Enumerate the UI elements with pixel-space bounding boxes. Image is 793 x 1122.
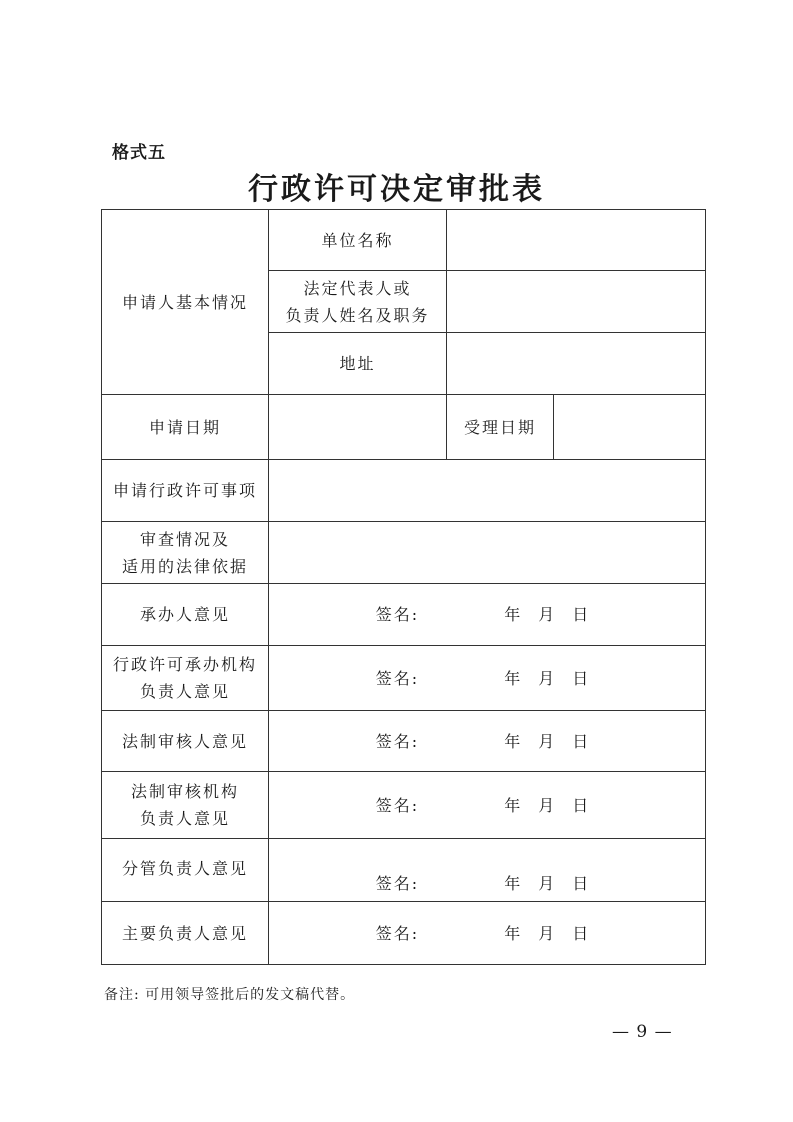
year-label: 年 bbox=[504, 795, 523, 815]
opinion-label bbox=[102, 646, 269, 711]
month-label: 月 bbox=[538, 923, 557, 943]
accept-date-label: 受理日期 bbox=[447, 395, 554, 460]
opinion-label-line1: 行政许可承办机构 bbox=[112, 655, 257, 674]
table-row bbox=[102, 772, 706, 839]
table-row bbox=[102, 646, 706, 711]
day-label: 日 bbox=[572, 874, 591, 893]
year-label: 年 bbox=[504, 668, 523, 688]
opinion-label-line1: 分管负责人意见 bbox=[121, 859, 248, 878]
signature-date bbox=[496, 796, 598, 815]
apply-date-label: 申请日期 bbox=[102, 395, 269, 460]
opinion-signature-field[interactable] bbox=[269, 839, 706, 902]
table-row bbox=[102, 711, 706, 772]
signature-date bbox=[496, 924, 598, 943]
year-label: 年 bbox=[504, 605, 523, 624]
page-title: 行政许可决定审批表 bbox=[248, 172, 545, 207]
opinion-label bbox=[102, 772, 269, 839]
month-label: 月 bbox=[538, 795, 557, 815]
signature-date bbox=[496, 874, 598, 893]
address-field[interactable] bbox=[447, 333, 706, 395]
day-label: 日 bbox=[572, 668, 591, 688]
approval-form-table bbox=[101, 209, 706, 965]
day-label: 日 bbox=[572, 923, 591, 943]
sign-label: 签名: bbox=[375, 874, 420, 893]
day-label: 日 bbox=[572, 795, 591, 815]
opinion-signature-field[interactable] bbox=[269, 584, 706, 646]
month-label: 月 bbox=[538, 668, 557, 688]
table-row bbox=[102, 460, 706, 522]
opinion-signature-field[interactable] bbox=[269, 711, 706, 772]
table-row bbox=[102, 210, 706, 271]
footnote: 备注: 可用领导签批后的发文稿代替。 bbox=[104, 987, 356, 1003]
apply-date-field[interactable] bbox=[269, 395, 447, 460]
legal-rep-label-line2: 负责人姓名及职务 bbox=[285, 305, 430, 325]
sign-label: 签名: bbox=[375, 668, 420, 688]
opinion-label bbox=[102, 902, 269, 965]
year-label: 年 bbox=[504, 874, 523, 893]
month-label: 月 bbox=[538, 874, 557, 893]
applicant-section-label: 申请人基本情况 bbox=[102, 210, 269, 395]
day-label: 日 bbox=[572, 731, 591, 751]
table-row bbox=[102, 395, 706, 460]
review-label bbox=[102, 522, 269, 584]
day-label: 日 bbox=[572, 605, 591, 624]
legal-rep-label-line1: 法定代表人或 bbox=[303, 278, 412, 298]
signature-date bbox=[496, 605, 598, 624]
opinion-label-line1: 主要负责人意见 bbox=[121, 923, 248, 943]
unit-name-field[interactable] bbox=[447, 210, 706, 271]
table-row bbox=[102, 839, 706, 902]
month-label: 月 bbox=[538, 605, 557, 624]
sign-label: 签名: bbox=[375, 605, 420, 624]
year-label: 年 bbox=[504, 731, 523, 751]
unit-name-label: 单位名称 bbox=[269, 210, 447, 271]
matter-field[interactable] bbox=[269, 460, 706, 522]
table-row bbox=[102, 522, 706, 584]
opinion-label-line1: 法制审核机构 bbox=[130, 782, 239, 801]
table-row bbox=[102, 902, 706, 965]
opinion-label bbox=[102, 711, 269, 772]
signature-date bbox=[496, 669, 598, 688]
format-label: 格式五 bbox=[112, 143, 166, 163]
page-number: — 9 — bbox=[612, 1022, 673, 1042]
opinion-label bbox=[102, 839, 269, 902]
address-label: 地址 bbox=[269, 333, 447, 395]
opinion-label-line2: 负责人意见 bbox=[139, 682, 230, 701]
signature-date bbox=[496, 732, 598, 751]
legal-rep-field[interactable] bbox=[447, 271, 706, 333]
matter-label: 申请行政许可事项 bbox=[102, 460, 269, 522]
review-label-line1: 审查情况及 bbox=[139, 529, 230, 549]
opinion-label-line1: 承办人意见 bbox=[139, 605, 230, 624]
opinion-label bbox=[102, 584, 269, 646]
opinion-label-line1: 法制审核人意见 bbox=[121, 731, 248, 751]
opinion-signature-field[interactable] bbox=[269, 772, 706, 839]
month-label: 月 bbox=[538, 731, 557, 751]
accept-date-field[interactable] bbox=[554, 395, 706, 460]
opinion-signature-field[interactable] bbox=[269, 902, 706, 965]
sign-label: 签名: bbox=[375, 795, 420, 815]
review-field[interactable] bbox=[269, 522, 706, 584]
review-label-line2: 适用的法律依据 bbox=[121, 556, 248, 576]
opinion-signature-field[interactable] bbox=[269, 646, 706, 711]
opinion-label-line2: 负责人意见 bbox=[139, 809, 230, 828]
sign-label: 签名: bbox=[375, 923, 420, 943]
legal-rep-label bbox=[269, 271, 447, 333]
table-row bbox=[102, 584, 706, 646]
sign-label: 签名: bbox=[375, 731, 420, 751]
year-label: 年 bbox=[504, 923, 523, 943]
